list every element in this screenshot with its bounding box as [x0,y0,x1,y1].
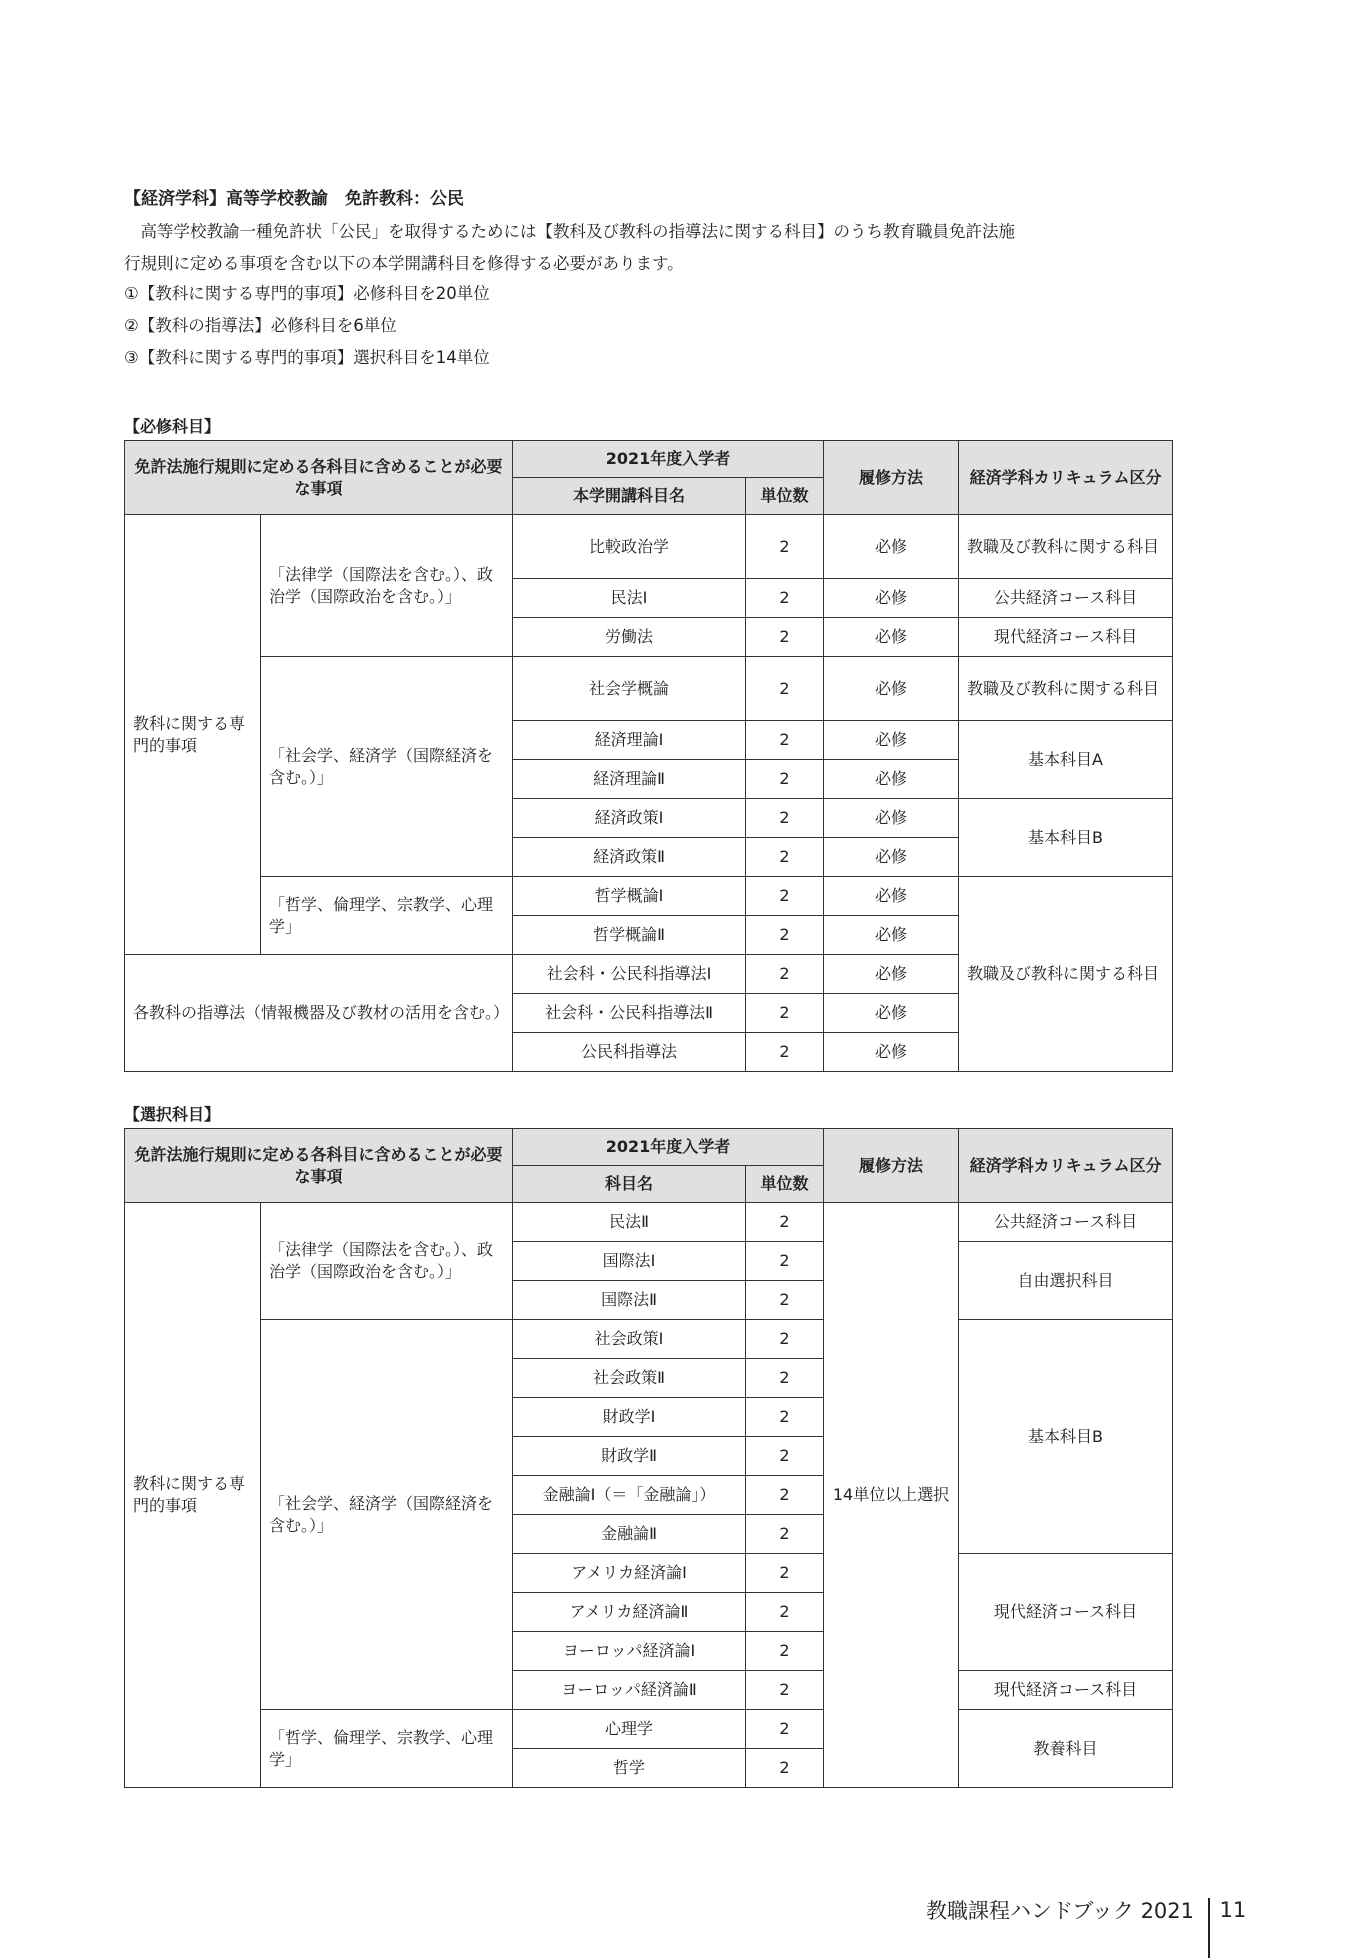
subject-group-cell: 「社会学、経済学（国際経済を含む。）」 [261,657,513,877]
method-cell: 必修 [824,955,959,994]
subject-group-cell: 「社会学、経済学（国際経済を含む。）」 [261,1320,513,1710]
category-cell: 基本科目A [959,721,1173,799]
course-cell: 哲学 [513,1749,746,1788]
method-cell: 必修 [824,994,959,1033]
course-cell: 公民科指導法 [513,1033,746,1072]
credits-cell: 2 [746,1033,824,1072]
method-cell: 必修 [824,515,959,579]
requirement-item: ②【教科の指導法】必修科目を6単位 [124,316,397,335]
course-cell: 国際法Ⅰ [513,1242,746,1281]
subject-group-cell: 「法律学（国際法を含む。）、政治学（国際政治を含む。）」 [261,1203,513,1320]
course-cell: 比較政治学 [513,515,746,579]
header-credits: 単位数 [746,478,824,515]
table-row [125,877,1173,916]
course-cell: 社会政策Ⅰ [513,1320,746,1359]
method-cell: 必修 [824,579,959,618]
credits-cell: 2 [746,618,824,657]
course-cell: 哲学概論Ⅱ [513,916,746,955]
intro-line: 高等学校教諭一種免許状「公民」を取得するためには【教科及び教科の指導法に関する科目】のうち教育職員免許法施 [140,222,1015,241]
required-section-label: 【必修科目】 [124,417,221,436]
intro-paragraph [124,216,1174,280]
matter-cell: 各教科の指導法（情報機器及び教材の活用を含む。） [125,955,513,1072]
credits-cell: 2 [746,1476,824,1515]
header-method: 履修方法 [824,441,959,515]
subject-group-cell: 「哲学、倫理学、宗教学、心理学」 [261,877,513,955]
header-year: 2021年度入学者 [513,1129,824,1166]
category-cell: 自由選択科目 [959,1242,1173,1320]
credits-cell: 2 [746,1203,824,1242]
credits-cell: 2 [746,1281,824,1320]
page-number: 11 [1219,1898,1247,1922]
credits-cell: 2 [746,1320,824,1359]
course-cell: ヨーロッパ経済論Ⅱ [513,1671,746,1710]
course-cell: 社会政策Ⅱ [513,1359,746,1398]
method-cell: 必修 [824,916,959,955]
course-cell: 経済理論Ⅱ [513,760,746,799]
credits-cell: 2 [746,877,824,916]
course-cell: 金融論Ⅰ（＝「金融論」） [513,1476,746,1515]
credits-cell: 2 [746,1437,824,1476]
required-table [124,440,1173,1072]
requirement-item: ①【教科に関する専門的事項】必修科目を20単位 [124,284,490,303]
credits-cell: 2 [746,1749,824,1788]
credits-cell: 2 [746,1515,824,1554]
subject-group-cell: 「法律学（国際法を含む。）、政治学（国際政治を含む。）」 [261,515,513,657]
elective-section-label: 【選択科目】 [124,1105,221,1124]
credits-cell: 2 [746,515,824,579]
method-cell: 必修 [824,657,959,721]
credits-cell: 2 [746,1359,824,1398]
category-cell: 現代経済コース科目 [959,1554,1173,1671]
category-cell: 教職及び教科に関する科目 [959,657,1173,721]
credits-cell: 2 [746,721,824,760]
course-cell: 経済政策Ⅰ [513,799,746,838]
course-cell: 心理学 [513,1710,746,1749]
category-cell: 現代経済コース科目 [959,1671,1173,1710]
method-cell: 必修 [824,1033,959,1072]
header-year: 2021年度入学者 [513,441,824,478]
credits-cell: 2 [746,1242,824,1281]
category-cell: 基本科目B [959,799,1173,877]
method-cell: 必修 [824,760,959,799]
category-cell: 教養科目 [959,1710,1173,1788]
page-footer [926,1880,1246,1940]
header-category: 経済学科カリキュラム区分 [959,1129,1173,1203]
credits-cell: 2 [746,657,824,721]
requirement-list [124,278,490,374]
credits-cell: 2 [746,994,824,1033]
course-cell: アメリカ経済論Ⅰ [513,1554,746,1593]
table-row [125,1710,1173,1749]
header-course: 本学開講科目名 [513,478,746,515]
credits-cell: 2 [746,1671,824,1710]
header-course: 科目名 [513,1166,746,1203]
method-cell: 14単位以上選択 [824,1203,959,1788]
table-row [125,657,1173,721]
course-cell: 財政学Ⅰ [513,1398,746,1437]
credits-cell: 2 [746,1554,824,1593]
category-cell: 現代経済コース科目 [959,618,1173,657]
matter-cell: 教科に関する専門的事項 [125,515,261,955]
course-cell: 国際法Ⅱ [513,1281,746,1320]
table-row [125,1203,1173,1242]
category-cell: 基本科目B [959,1320,1173,1554]
footer-divider [1208,1898,1210,1958]
header-method: 履修方法 [824,1129,959,1203]
header-credits: 単位数 [746,1166,824,1203]
course-cell: 労働法 [513,618,746,657]
credits-cell: 2 [746,1710,824,1749]
credits-cell: 2 [746,916,824,955]
intro-line: 行規則に定める事項を含む以下の本学開講科目を修得する必要があります。 [124,254,684,273]
category-cell: 教職及び教科に関する科目 [959,515,1173,579]
subject-group-cell: 「哲学、倫理学、宗教学、心理学」 [261,1710,513,1788]
credits-cell: 2 [746,1398,824,1437]
credits-cell: 2 [746,579,824,618]
credits-cell: 2 [746,760,824,799]
course-cell: 哲学概論Ⅰ [513,877,746,916]
requirement-item: ③【教科に関する専門的事項】選択科目を14単位 [124,348,490,367]
course-cell: 経済理論Ⅰ [513,721,746,760]
credits-cell: 2 [746,1632,824,1671]
course-cell: 財政学Ⅱ [513,1437,746,1476]
method-cell: 必修 [824,877,959,916]
header-category: 経済学科カリキュラム区分 [959,441,1173,515]
course-cell: アメリカ経済論Ⅱ [513,1593,746,1632]
credits-cell: 2 [746,799,824,838]
credits-cell: 2 [746,1593,824,1632]
course-cell: 経済政策Ⅱ [513,838,746,877]
course-cell: 民法Ⅱ [513,1203,746,1242]
category-cell: 公共経済コース科目 [959,579,1173,618]
course-cell: 金融論Ⅱ [513,1515,746,1554]
table-row [125,515,1173,579]
method-cell: 必修 [824,618,959,657]
elective-table [124,1128,1173,1788]
category-cell: 教職及び教科に関する科目 [959,877,1173,1072]
method-cell: 必修 [824,799,959,838]
credits-cell: 2 [746,838,824,877]
matter-cell: 教科に関する専門的事項 [125,1203,261,1788]
course-cell: ヨーロッパ経済論Ⅰ [513,1632,746,1671]
method-cell: 必修 [824,838,959,877]
course-cell: 社会科・公民科指導法Ⅱ [513,994,746,1033]
credits-cell: 2 [746,955,824,994]
course-cell: 社会科・公民科指導法Ⅰ [513,955,746,994]
page-heading: 【経済学科】高等学校教諭 免許教科：公民 [124,189,464,209]
category-cell: 公共経済コース科目 [959,1203,1173,1242]
method-cell: 必修 [824,721,959,760]
header-matter: 免許法施行規則に定める各科目に含めることが必要な事項 [125,1129,513,1203]
course-cell: 民法Ⅰ [513,579,746,618]
course-cell: 社会学概論 [513,657,746,721]
header-matter: 免許法施行規則に定める各科目に含めることが必要な事項 [125,441,513,515]
table-row [125,1320,1173,1359]
footer-title: 教職課程ハンドブック 2021 [926,1899,1195,1923]
